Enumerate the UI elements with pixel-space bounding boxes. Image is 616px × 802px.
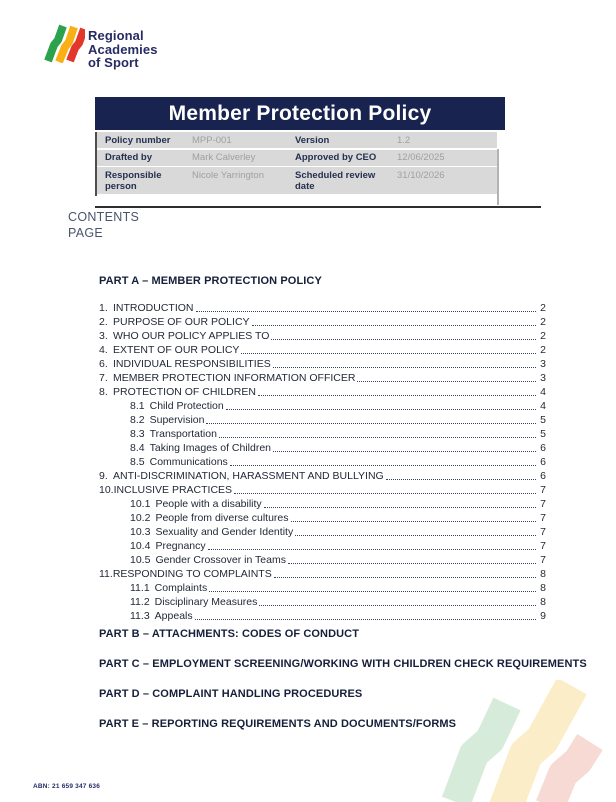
policy-table-label: Approved by CEO (295, 152, 377, 163)
toc-entry-label: Supervision (149, 414, 205, 426)
policy-table-row (97, 167, 497, 194)
toc-entry-page: 6 (540, 470, 546, 482)
toc-entry-number: 11.3 (130, 610, 150, 622)
policy-table-row (97, 150, 497, 166)
toc-entry-number: 11. (99, 568, 113, 580)
toc-entry-page: 4 (540, 386, 546, 398)
policy-table-label: Drafted by (105, 152, 152, 163)
part-heading: PART C – EMPLOYMENT SCREENING/WORKING WITH CHILDREN CHECK REQUIREMENTS (99, 658, 587, 670)
toc-entry-page: 7 (540, 484, 546, 496)
toc-entry-label: People with a disability (155, 498, 262, 510)
toc-entry-number: 1. (99, 302, 108, 314)
toc-entry (99, 608, 546, 622)
toc-entry-page: 3 (540, 372, 546, 384)
toc-entry-page: 7 (540, 540, 546, 552)
toc-dot-leader (273, 451, 536, 452)
title-banner (95, 97, 505, 130)
toc-dot-leader (196, 311, 537, 312)
toc-entry-page: 7 (540, 526, 546, 538)
toc-entry-number: 8. (99, 386, 108, 398)
toc-entry-number: 6. (99, 358, 108, 370)
toc-entry-label: WHO OUR POLICY APPLIES TO (113, 330, 270, 342)
table-right-border-line (497, 149, 499, 205)
logo-line-2: Academies (88, 41, 158, 57)
toc-dot-leader (288, 563, 536, 564)
policy-table-label: Policy number (105, 134, 171, 146)
toc-entry-number: 4. (99, 344, 108, 356)
toc-entry-page: 2 (540, 316, 546, 328)
toc-entry-page: 6 (540, 442, 546, 454)
toc-entry (99, 594, 546, 608)
policy-table-value: 12/06/2025 (397, 152, 445, 163)
toc-entry-label: Taking Images of Children (149, 442, 272, 454)
toc-entry-number: 10.4 (130, 540, 151, 552)
toc-entry-page: 8 (540, 596, 546, 608)
toc-entry-label: PURPOSE OF OUR POLICY (113, 316, 250, 328)
toc-dot-leader (252, 325, 536, 326)
toc-entry-label: Sexuality and Gender Identity (155, 526, 294, 538)
policy-table-value: Nicole Yarrington (192, 169, 264, 181)
policy-table-row (97, 132, 497, 148)
policy-table-label: Scheduled review date (295, 169, 376, 192)
abn-text: ABN: 21 659 347 636 (33, 783, 101, 790)
toc-entry-page: 5 (540, 428, 546, 440)
toc-dot-leader (295, 535, 536, 536)
toc-dot-leader (274, 577, 536, 578)
toc-entry-label: People from diverse cultures (155, 512, 289, 524)
toc-entry-label: Communications (149, 456, 228, 468)
toc-entry-label: PROTECTION OF CHILDREN (113, 386, 256, 398)
logo-wordmark (88, 29, 158, 70)
toc-dot-leader (273, 367, 536, 368)
toc-entry-label: INDIVIDUAL RESPONSIBILITIES (113, 358, 271, 370)
toc-entry-number: 10. (99, 484, 114, 496)
toc-entry-label: Appeals (154, 610, 193, 622)
toc-entry (99, 552, 546, 566)
toc-entry (99, 538, 546, 552)
toc-entry (99, 342, 546, 356)
toc-entry-label: Complaints (154, 582, 208, 594)
toc-entry-number: 8.2 (130, 414, 145, 426)
toc-entry-page: 7 (540, 498, 546, 510)
decor-stripe-red (550, 742, 590, 802)
toc-entry-label: EXTENT OF OUR POLICY (113, 344, 240, 356)
toc-entry-page: 7 (540, 512, 546, 524)
policy-info-table (95, 132, 497, 196)
toc-entry (99, 398, 546, 412)
toc-dot-leader (234, 493, 536, 494)
toc-entry (99, 510, 546, 524)
part-a-heading: PART A – MEMBER PROTECTION POLICY (99, 275, 322, 287)
toc-entry-label: ANTI-DISCRIMINATION, HARASSMENT AND BULLYING (113, 470, 384, 482)
toc-entry-label: Transportation (149, 428, 217, 440)
toc-entry-number: 8.1 (130, 400, 145, 412)
toc-entry (99, 580, 546, 594)
toc-entry-page: 2 (540, 302, 546, 314)
toc-dot-leader (208, 549, 536, 550)
part-heading: PART E – REPORTING REQUIREMENTS AND DOCUMENTS/FORMS (99, 718, 457, 730)
toc-entry-page: 4 (540, 400, 546, 412)
toc-entry-label: RESPONDING TO COMPLAINTS (112, 568, 272, 580)
toc-entry-number: 7. (99, 372, 108, 384)
contents-heading-line-1: CONTENTS (68, 210, 140, 224)
toc-list (99, 300, 546, 622)
toc-dot-leader (195, 619, 536, 620)
ras-logo-stripes-icon (41, 23, 85, 63)
policy-table-value: MPP-001 (192, 134, 232, 146)
toc-dot-leader (259, 605, 536, 606)
policy-table-value: 31/10/2026 (397, 169, 445, 181)
toc-entry-page: 3 (540, 358, 546, 370)
toc-dot-leader (357, 381, 536, 382)
toc-entry (99, 426, 546, 440)
toc-entry-page: 5 (540, 414, 546, 426)
toc-dot-leader (291, 521, 537, 522)
logo-line-1: Regional (88, 28, 144, 43)
toc-dot-leader (386, 479, 536, 480)
contents-divider-rule (95, 206, 541, 208)
toc-entry-number: 11.1 (130, 582, 150, 594)
toc-entry (99, 300, 546, 314)
toc-entry (99, 482, 546, 496)
toc-entry-label: Gender Crossover in Teams (155, 554, 286, 566)
toc-entry-page: 2 (540, 330, 546, 342)
toc-entry-number: 10.5 (130, 554, 151, 566)
toc-entry-page: 8 (540, 582, 546, 594)
toc-entry-page: 2 (540, 344, 546, 356)
toc-entry (99, 412, 546, 426)
contents-heading-line-2: PAGE (68, 225, 104, 240)
toc-dot-leader (241, 353, 536, 354)
toc-entry-number: 8.5 (130, 456, 145, 468)
policy-table-value: Mark Calverley (192, 152, 256, 163)
toc-entry-page: 8 (540, 568, 546, 580)
part-heading: PART D – COMPLAINT HANDLING PROCEDURES (99, 688, 363, 700)
toc-entry-label: MEMBER PROTECTION INFORMATION OFFICER (113, 372, 356, 384)
toc-entry-label: Disciplinary Measures (154, 596, 258, 608)
toc-entry-label: INCLUSIVE PRACTICES (113, 484, 233, 496)
toc-entry-number: 3. (99, 330, 108, 342)
toc-dot-leader (258, 395, 536, 396)
toc-entry-label: Child Protection (149, 400, 224, 412)
toc-entry (99, 524, 546, 538)
toc-entry (99, 356, 546, 370)
policy-table-label: Responsible person (105, 169, 162, 192)
toc-entry-number: 2. (99, 316, 108, 328)
toc-entry-number: 9. (99, 470, 108, 482)
contents-heading (68, 210, 139, 241)
logo-line-3: of Sport (88, 55, 139, 70)
toc-entry-number: 10.1 (130, 498, 151, 510)
corner-stripes-decoration-icon (430, 680, 616, 802)
policy-table-label: Version (295, 134, 330, 146)
toc-dot-leader (209, 591, 536, 592)
toc-entry-number: 10.3 (130, 526, 151, 538)
toc-entry-number: 8.3 (130, 428, 145, 440)
toc-dot-leader (264, 507, 536, 508)
document-title: Member Protection Policy (168, 101, 432, 125)
policy-table-value: 1.2 (397, 134, 411, 146)
toc-entry (99, 328, 546, 342)
toc-entry-label: INTRODUCTION (113, 302, 194, 314)
toc-entry (99, 314, 546, 328)
toc-entry-label: Pregnancy (155, 540, 206, 552)
toc-entry (99, 454, 546, 468)
toc-dot-leader (206, 423, 536, 424)
toc-entry-page: 9 (540, 610, 546, 622)
toc-entry (99, 384, 546, 398)
toc-dot-leader (219, 437, 536, 438)
toc-entry (99, 566, 546, 580)
toc-entry-page: 7 (540, 554, 546, 566)
toc-entry (99, 468, 546, 482)
toc-entry (99, 370, 546, 384)
toc-dot-leader (271, 339, 536, 340)
part-heading: PART B – ATTACHMENTS: CODES OF CONDUCT (99, 628, 360, 640)
toc-entry-number: 11.2 (130, 596, 150, 608)
toc-entry (99, 440, 546, 454)
toc-entry-page: 6 (540, 456, 546, 468)
toc-dot-leader (230, 465, 536, 466)
toc-entry (99, 496, 546, 510)
toc-dot-leader (226, 409, 536, 410)
toc-entry-number: 10.2 (130, 512, 151, 524)
toc-entry-number: 8.4 (130, 442, 145, 454)
